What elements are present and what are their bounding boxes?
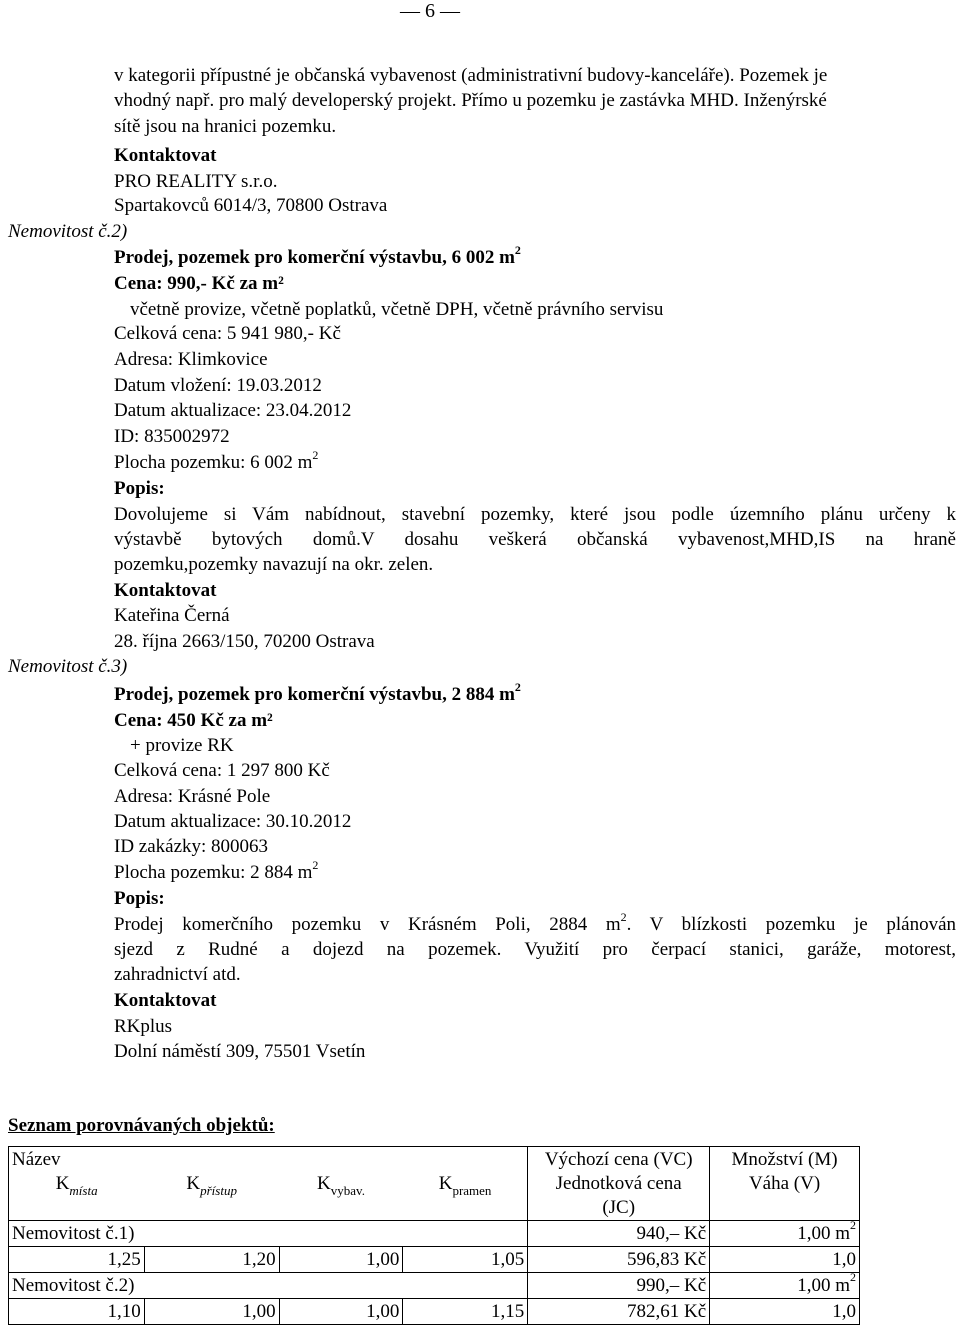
table-row (9, 1247, 860, 1273)
property-3-desc-line-2: sjezd z Rudné a dojezd na pozemek. Využití pro čerpací stanici, garáže, motorest, (114, 939, 956, 960)
property-2-address: Adresa: Klimkovice (114, 349, 268, 370)
property-3-desc-line-1: Prodej komerčního pozemku v Krásném Poli, 2884 $m^2$. V blízkosti pozemku je plánován (114, 909, 957, 935)
property-2-header: Nemovitost č.2) (8, 221, 128, 242)
row-weight: 1,0 (710, 1247, 860, 1273)
prev-contact-address: Spartakovců 6014/3, 70800 Ostrava (114, 195, 388, 216)
property-2-desc-line-3: pozemku,pozemky navazují na okr. zelen. (114, 554, 434, 575)
col-header-k-vybav: $K_{vybav.}$ (279, 1172, 403, 1221)
col-header-k-pramen: $K_{pramen}$ (403, 1172, 528, 1221)
row-name: Nemovitost č.2) (9, 1273, 528, 1299)
row-k-pristup: 1,20 (144, 1247, 279, 1273)
row-weight: 1,0 (710, 1299, 860, 1325)
property-3-total: Celková cena: 1 297 800 Kč (114, 760, 330, 781)
property-2-contact-address: 28. října 2663/150, 70200 Ostrava (114, 631, 375, 652)
property-2-contact-label: Kontaktovat (114, 580, 217, 601)
comparison-heading: Seznam porovnávaných objektů: (8, 1115, 275, 1136)
property-3-id: ID zakázky: 800063 (114, 836, 269, 857)
property-3-address: Adresa: Krásné Pole (114, 786, 271, 807)
row-jc: 596,83 Kč (528, 1247, 710, 1273)
row-k-pramen: 1,05 (403, 1247, 528, 1273)
property-3-contact-label: Kontaktovat (114, 990, 217, 1011)
prev-desc-line-2: vhodný např. pro malý developerský projekt. Přímo u pozemku je zastávka MHD. Inženýrské (114, 90, 827, 111)
property-3-contact-address: Dolní náměstí 309, 75501 Vsetín (114, 1041, 366, 1062)
table-header-row-2 (9, 1172, 860, 1221)
property-3-title: Prodej, pozemek pro komerční výstavbu, 2 884 $m^2$ (114, 679, 521, 705)
property-2-price: Cena: 990,- Kč za m² (114, 273, 284, 294)
property-2-title: Prodej, pozemek pro komerční výstavbu, 6 002 $m^2$ (114, 242, 521, 268)
col-header-k-pristup: $K_{přístup}$ (144, 1172, 279, 1221)
row-qty: 1,00 $m^2$ (710, 1221, 860, 1247)
col-header-qty: Množství (M) (710, 1147, 860, 1173)
col-header-k-mista: $K_{místa}$ (9, 1172, 145, 1221)
row-k-pristup: 1,00 (144, 1299, 279, 1325)
prev-contact-name: PRO REALITY s.r.o. (114, 171, 278, 192)
property-3-desc-label: Popis: (114, 888, 165, 909)
row-k-vybav: 1,00 (279, 1247, 403, 1273)
row-jc: 782,61 Kč (528, 1299, 710, 1325)
row-name: Nemovitost č.1) (9, 1221, 528, 1247)
prev-contact-label: Kontaktovat (114, 145, 217, 166)
property-3-header: Nemovitost č.3) (8, 656, 128, 677)
table-row (9, 1273, 860, 1299)
property-3-date-updated: Datum aktualizace: 30.10.2012 (114, 811, 352, 832)
property-3-contact-name: RKplus (114, 1016, 173, 1037)
property-2-date-updated: Datum aktualizace: 23.04.2012 (114, 400, 352, 421)
property-2-area: Plocha pozemku: 6 002 $m^2$ (114, 447, 319, 473)
col-header-weight: Váha (V) (710, 1172, 860, 1221)
table-header-row-1 (9, 1147, 860, 1173)
property-3-price-note: + provize RK (130, 735, 234, 756)
row-k-mista: 1,10 (9, 1299, 145, 1325)
row-qty: 1,00 $m^2$ (710, 1273, 860, 1299)
col-header-jc: Jednotková cena (JC) (528, 1172, 710, 1221)
table-row (9, 1221, 860, 1247)
property-2-desc-line-2: výstavbě bytových domů.V dosahu veškerá občanská vybavenost,MHD,IS na hraně (114, 529, 956, 550)
property-2-contact-name: Kateřina Černá (114, 605, 230, 626)
col-header-name: Název (9, 1147, 528, 1173)
comparison-table (8, 1146, 860, 1325)
property-3-price: Cena: 450 Kč za m² (114, 710, 273, 731)
page-number: — 6 — (400, 0, 460, 22)
prev-desc-line-3: sítě jsou na hranici pozemku. (114, 116, 337, 137)
property-3-desc-line-3: zahradnictví atd. (114, 964, 241, 985)
col-header-vc: Výchozí cena (VC) (528, 1147, 710, 1173)
property-2-price-note: včetně provize, včetně poplatků, včetně DPH, včetně právního servisu (130, 299, 664, 320)
row-k-pramen: 1,15 (403, 1299, 528, 1325)
property-2-desc-line-1: Dovolujeme si Vám nabídnout, stavební pozemky, které jsou podle územního plánu určeny k (114, 504, 956, 525)
row-price: 940,– Kč (528, 1221, 710, 1247)
row-price: 990,– Kč (528, 1273, 710, 1299)
table-row (9, 1299, 860, 1325)
property-2-total: Celková cena: 5 941 980,- Kč (114, 323, 341, 344)
property-2-date-inserted: Datum vložení: 19.03.2012 (114, 375, 322, 396)
property-3-area: Plocha pozemku: 2 884 $m^2$ (114, 857, 319, 883)
property-2-desc-label: Popis: (114, 478, 165, 499)
row-k-vybav: 1,00 (279, 1299, 403, 1325)
property-2-id: ID: 835002972 (114, 426, 230, 447)
row-k-mista: 1,25 (9, 1247, 145, 1273)
prev-desc-line-1: v kategorii přípustné je občanská vybavenost (administrativní budovy-kanceláře). Pozemek je (114, 65, 828, 86)
